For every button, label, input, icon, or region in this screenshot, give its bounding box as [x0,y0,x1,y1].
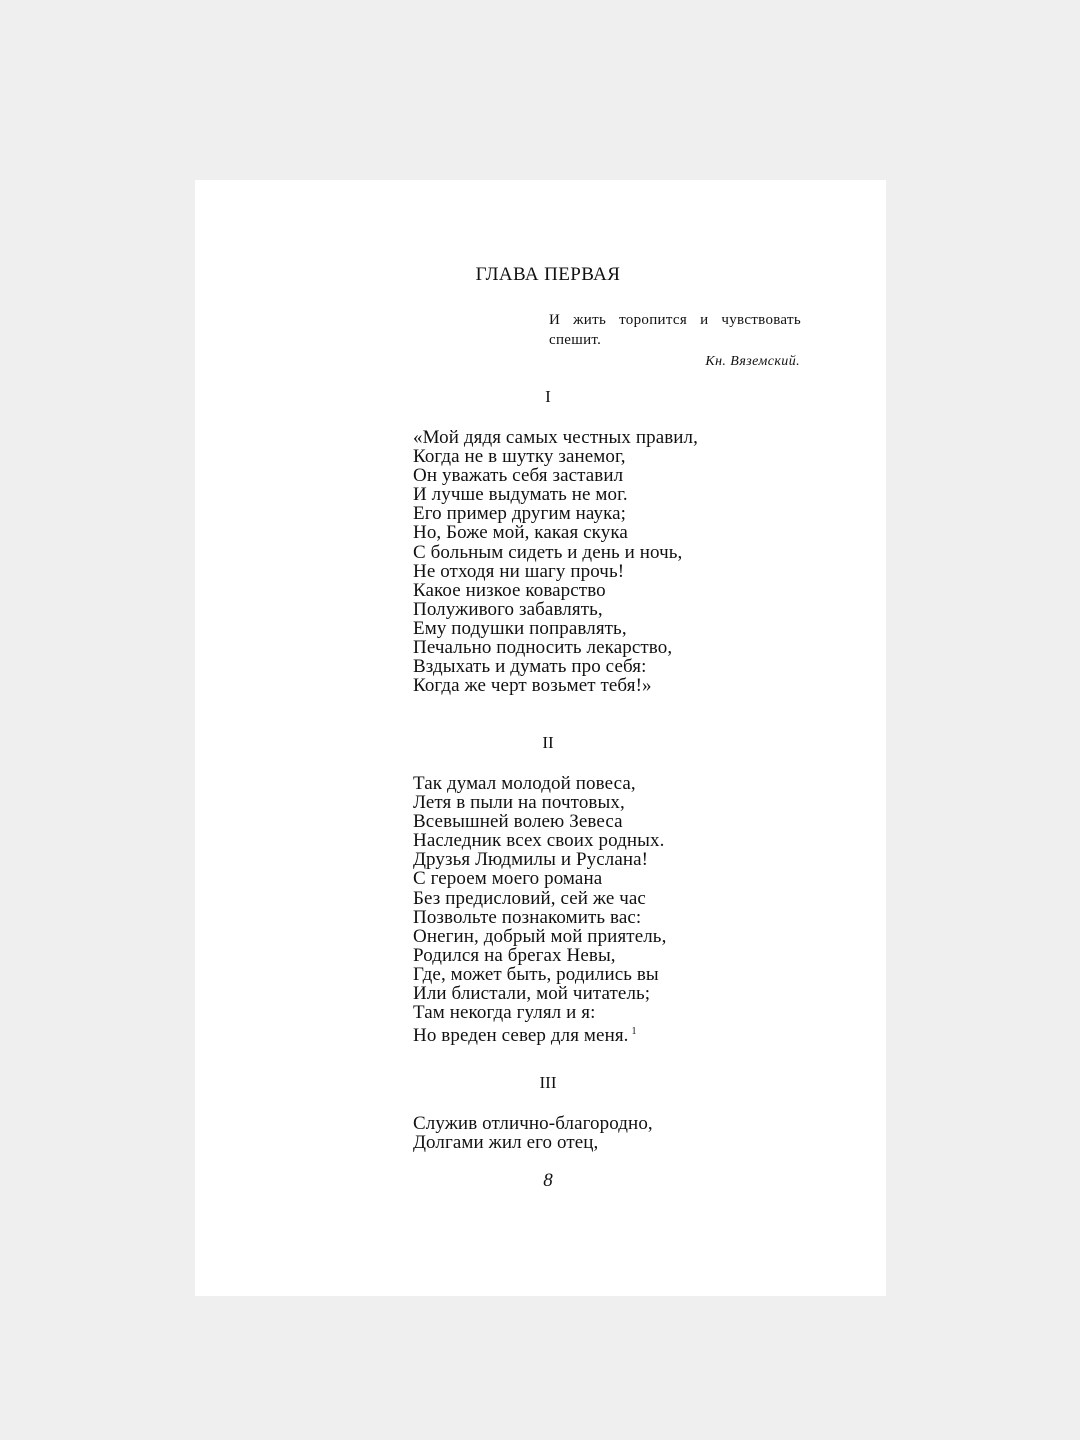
verse-line: Какое низкое коварство [413,579,606,601]
verse-line: Онегин, добрый мой приятель, [413,925,667,947]
verse-line: Там некогда гулял и я: [413,1002,596,1024]
stanza-number: I [545,387,551,406]
verse-line: Позвольте познакомить вас: [413,906,642,928]
verse-line: Он уважать себя заставил [413,465,624,487]
verse-line: Его пример другим наука; [413,503,627,525]
stanza-number: II [542,733,554,752]
verse-line: Так думал молодой повеса, [413,773,636,794]
verse-line: Когда же черт возьмет тебя!» [413,675,652,697]
verse-line: И лучше выдумать не мог. [413,484,628,506]
chapter-title: ГЛАВА ПЕРВАЯ [475,264,621,285]
verse-line-text: Но вреден север для меня. [413,1025,629,1047]
verse-line: Печально подносить лекарство, [413,637,673,659]
epigraph-text: И жить торопится и чувствовать спешит. [549,312,801,348]
verse-line: Всевышней волею Зевеса [413,811,623,833]
epigraph [549,310,801,350]
verse-line: Друзья Людмилы и Руслана! [413,849,649,871]
page-number: 8 [543,1170,553,1191]
verse-line: Ему подушки поправлять, [413,617,627,639]
verse-line: Долгами жил его отец, [413,1132,599,1154]
stanza-3 [413,1114,653,1152]
verse-line: Вздыхать и думать про себя: [413,656,647,678]
book-page [195,180,886,1296]
verse-line: Без предисловий, сей же час [413,887,646,909]
verse-line: Родился на брегах Невы, [413,944,616,966]
verse-line: Служив отлично-благородно, [413,1113,653,1134]
verse-line [413,1022,666,1045]
verse-line: Не отходя ни шагу прочь! [413,560,625,582]
verse-line: С больным сидеть и день и ночь, [413,541,683,563]
verse-line: Полуживого забавлять, [413,598,603,620]
stanza-1 [413,428,698,695]
verse-line: Летя в пыли на почтовых, [413,792,625,814]
footnote-marker: 1 [631,1026,637,1038]
verse-line: Но, Боже мой, какая скука [413,522,628,544]
verse-line: Или блистали, мой читатель; [413,983,651,1005]
verse-line: С героем моего романа [413,868,603,890]
verse-line: Когда не в шутку занемог, [413,446,626,468]
verse-line: Где, может быть, родились вы [413,963,659,985]
stanza-number: III [539,1073,557,1092]
verse-line: «Мой дядя самых честных правил, [413,427,698,448]
stanza-2 [413,774,666,1045]
verse-line: Наследник всех своих родных. [413,830,665,852]
epigraph-author: Кн. Вяземский. [705,354,800,369]
